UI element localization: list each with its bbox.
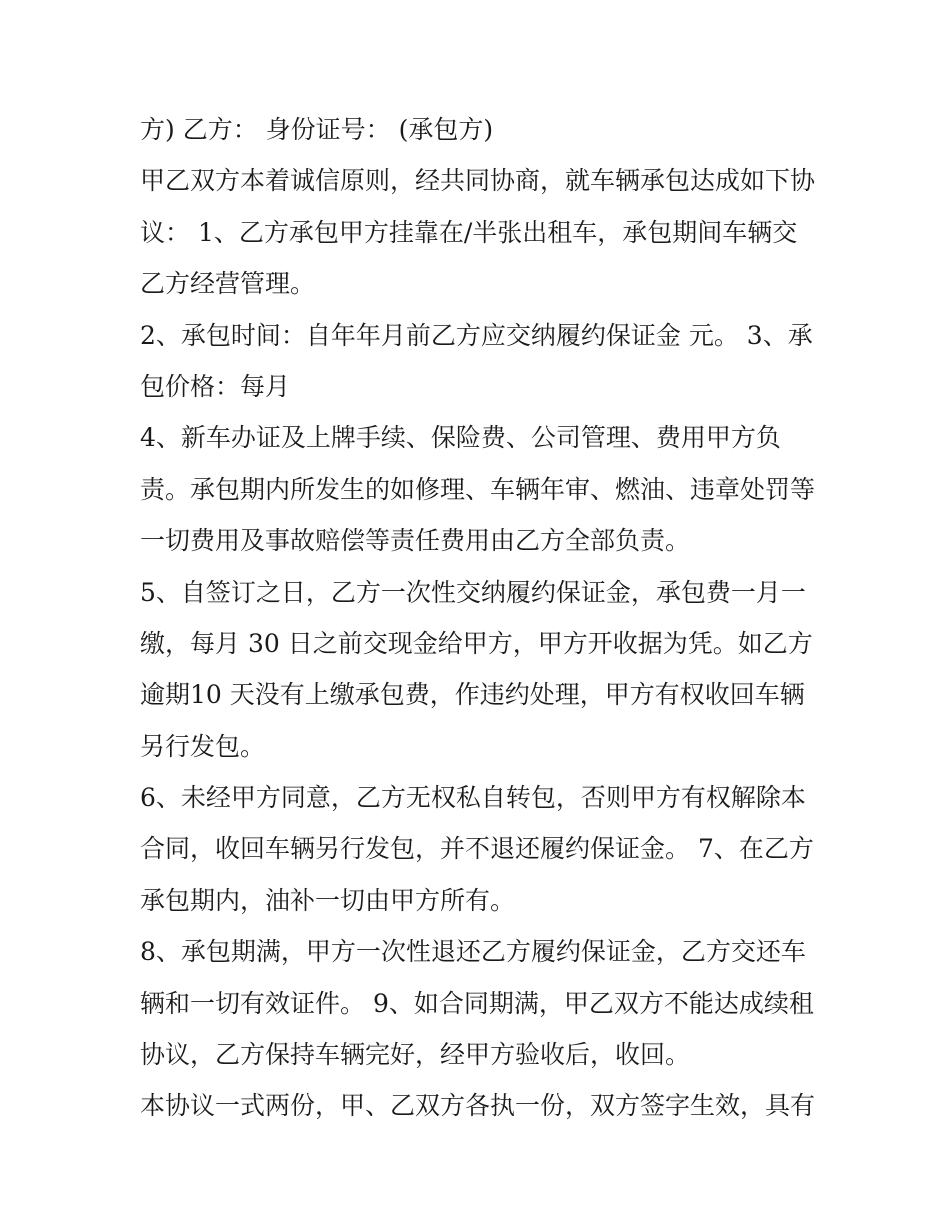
text-line: 4、新车办证及上牌手续、保险费、公司管理、费用甲方负 [140,423,781,453]
text-line: 责。承包期内所发生的如修理、车辆年审、燃油、违章处罚等 [140,474,816,504]
text-line: 8、承包期满，甲方一次性退还乙方履约保证金，乙方交还车 [140,937,806,967]
text-line: 本协议一式两份，甲、乙双方各执一份，双方签字生效，具有 [140,1091,816,1121]
text-line: 逾期10 天没有上缴承包费，作违约处理，甲方有权收回车辆 [140,680,805,710]
text-line: 辆和一切有效证件。 9、如合同期满，甲乙双方不能达成续租 [140,988,814,1018]
text-line: 6、未经甲方同意，乙方无权私自转包，否则甲方有权解除本 [140,783,806,813]
text-line: 甲乙双方本着诚信原则，经共同协商，就车辆承包达成如下协 [140,166,816,196]
document-body [140,104,840,1132]
text-line: 缴，每月 30 日之前交现金给甲方，甲方开收据为凭。如乙方 [140,628,813,658]
text-line: 乙方经营管理。 [140,269,316,299]
text-line: 合同，收回车辆另行发包，并不退还履约保证金。 7、在乙方 [140,834,814,864]
text-line: 5、自签订之日，乙方一次性交纳履约保证金，承包费一月一 [140,577,806,607]
text-line: 包价格：每月 [140,371,291,401]
text-line: 议： 1、乙方承包甲方挂靠在/半张出租车，承包期间车辆交 [140,217,798,247]
text-line: 方) 乙方： 身份证号： (承包方) [140,115,494,144]
text-line: 协议，乙方保持车辆完好，经甲方验收后，收回。 [140,1040,691,1070]
text-line: 另行发包。 [140,731,266,761]
text-line: 2、承包时间：自年年月前乙方应交纳履约保证金 元。 3、承 [140,320,813,350]
text-line: 一切费用及事故赔偿等责任费用由乙方全部负责。 [140,526,691,556]
text-line: 承包期内，油补一切由甲方所有。 [140,885,516,915]
